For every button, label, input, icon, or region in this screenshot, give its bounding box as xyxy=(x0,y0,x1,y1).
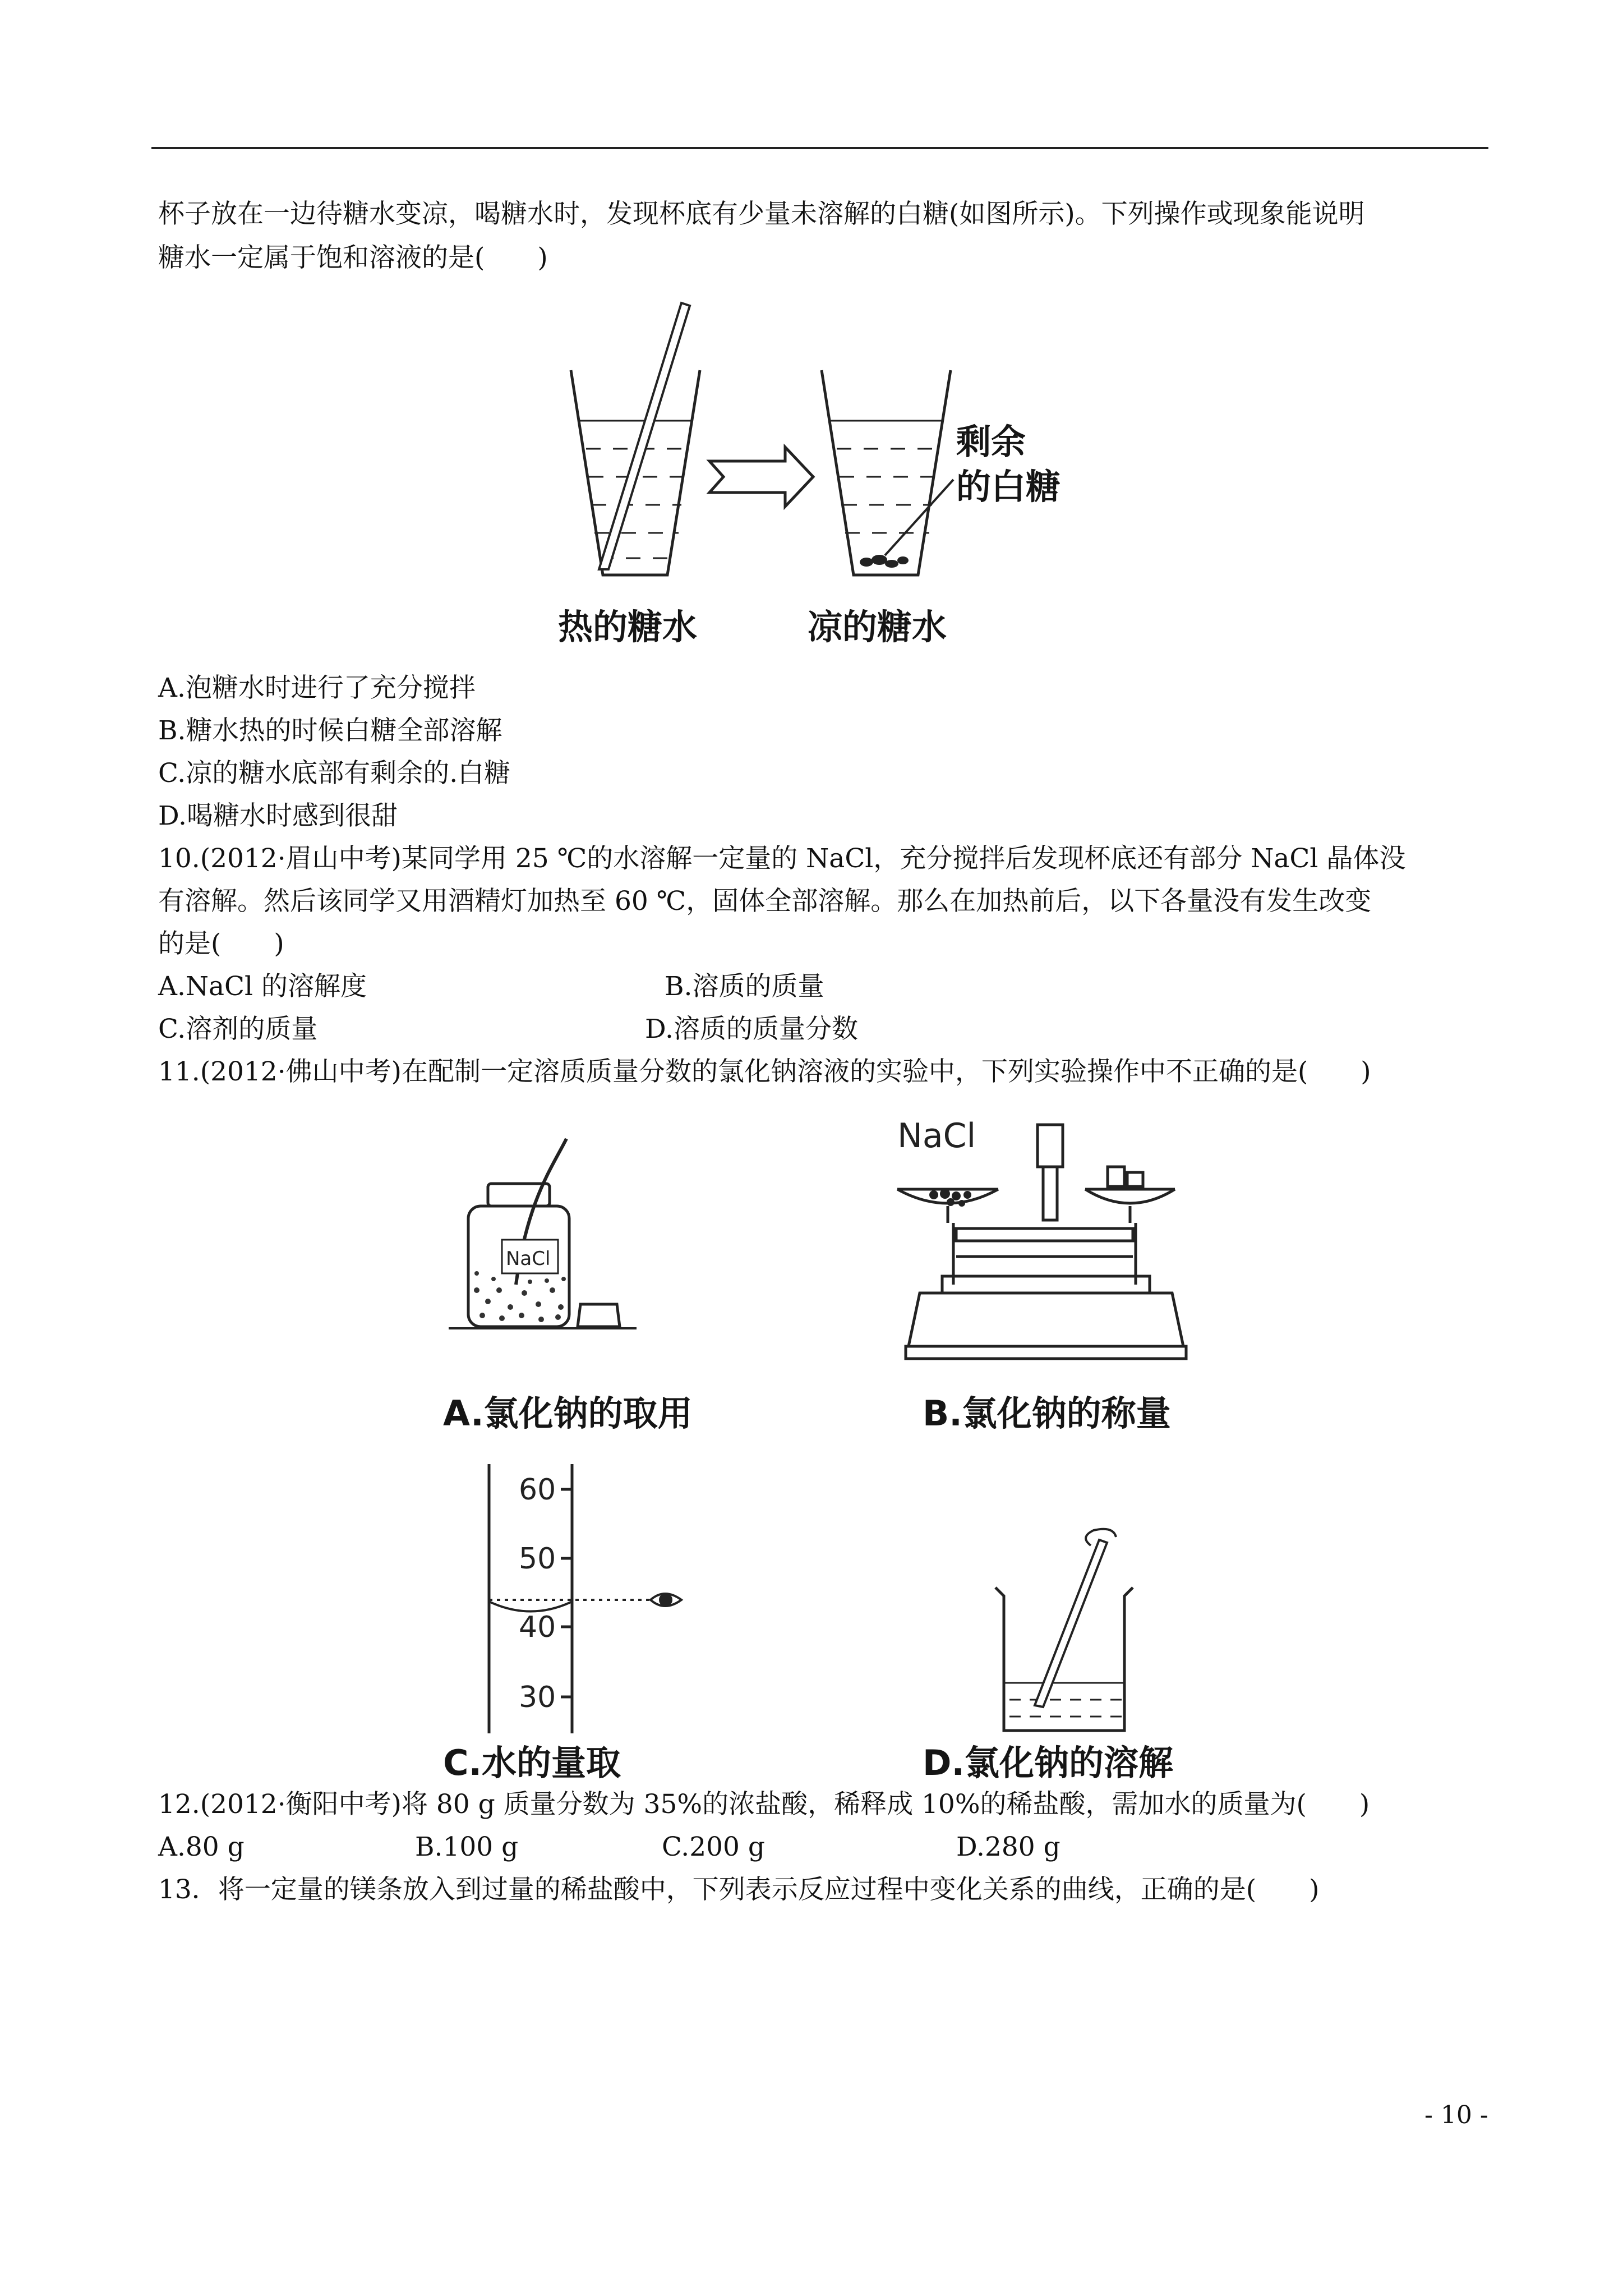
q13-stem: 13．将一定量的镁条放入到过量的稀盐酸中，下列表示反应过程中变化关系的曲线，正确的是( ) xyxy=(158,1874,1320,1905)
q12-option-a: A.80 g xyxy=(158,1832,245,1862)
eye-icon xyxy=(651,1594,681,1606)
q10-stem-line3: 的是( ) xyxy=(158,928,284,959)
caption-d: D.氯化钠的溶解 xyxy=(923,1742,1174,1783)
q10-option-c: C.溶剂的质量 xyxy=(158,1014,318,1045)
graduated-cylinder-drawing xyxy=(489,1464,653,1733)
q10-option-b: B.溶质的质量 xyxy=(665,971,824,1002)
q9-option-a: A.泡糖水时进行了充分搅拌 xyxy=(158,673,476,703)
q10-option-d: D.溶质的质量分数 xyxy=(645,1014,858,1045)
q9-option-b: B.糖水热的时候白糖全部溶解 xyxy=(158,715,502,746)
q9-option-d: D.喝糖水时感到很甜 xyxy=(158,800,398,831)
q9-stem-line1: 杯子放在一边待糖水变凉，喝糖水时，发现杯底有少量未溶解的白糖(如图所示)。下列操作或现象能说明 xyxy=(158,199,1365,229)
q12-option-d: D.280 g xyxy=(956,1832,1061,1862)
caption-c: C.水的量取 xyxy=(443,1742,621,1783)
weighed-salt xyxy=(929,1189,971,1207)
balance-label-nacl: NaCl xyxy=(897,1116,976,1156)
q9-stem-line2: 糖水一定属于饱和溶液的是( ) xyxy=(158,242,548,273)
salt-grains xyxy=(474,1271,566,1322)
callout-white-sugar: 的白糖 xyxy=(956,466,1061,507)
beaker-drawing xyxy=(995,1529,1133,1731)
label-hot-sugar-water: 热的糖水 xyxy=(558,606,698,647)
page-number: - 10 - xyxy=(1424,2101,1488,2129)
jar-label-nacl: NaCl xyxy=(506,1248,551,1270)
q10-stem-line1: 10.(2012·眉山中考)某同学用 25 ℃的水溶解一定量的 NaCl，充分搅拌后发现杯底还有部分 NaCl 晶体没 xyxy=(158,843,1406,874)
balance-drawing xyxy=(897,1125,1186,1359)
q12-stem: 12.(2012·衡阳中考)将 80 g 质量分数为 35%的浓盐酸，稀释成 10%的稀盐酸，需加水的质量为( ) xyxy=(158,1789,1370,1820)
caption-a: A.氯化钠的取用 xyxy=(443,1393,693,1434)
q10-option-a: A.NaCl 的溶解度 xyxy=(158,971,367,1002)
reagent-jar-drawing xyxy=(449,1139,637,1328)
q9-option-c: C.凉的糖水底部有剩余的.白糖 xyxy=(158,758,511,789)
label-cool-sugar-water: 凉的糖水 xyxy=(808,606,947,647)
q11-stem: 11.(2012·佛山中考)在配制一定溶质质量分数的氯化钠溶液的实验中，下列实验操作中不正确的是( ) xyxy=(158,1056,1371,1087)
q12-option-c: C.200 g xyxy=(662,1832,765,1862)
tick-60: 60 xyxy=(519,1473,556,1507)
tick-30: 30 xyxy=(519,1681,556,1714)
q12-option-b: B.100 g xyxy=(415,1832,519,1862)
q10-stem-line2: 有溶解。然后该同学又用酒精灯加热至 60 ℃，固体全部溶解。那么在加热前后，以下各量没有发生改变 xyxy=(158,886,1372,917)
tick-50: 50 xyxy=(519,1542,556,1576)
tick-40: 40 xyxy=(519,1611,556,1644)
callout-remaining: 剩余 xyxy=(956,421,1026,462)
caption-b: B.氯化钠的称量 xyxy=(923,1393,1171,1434)
